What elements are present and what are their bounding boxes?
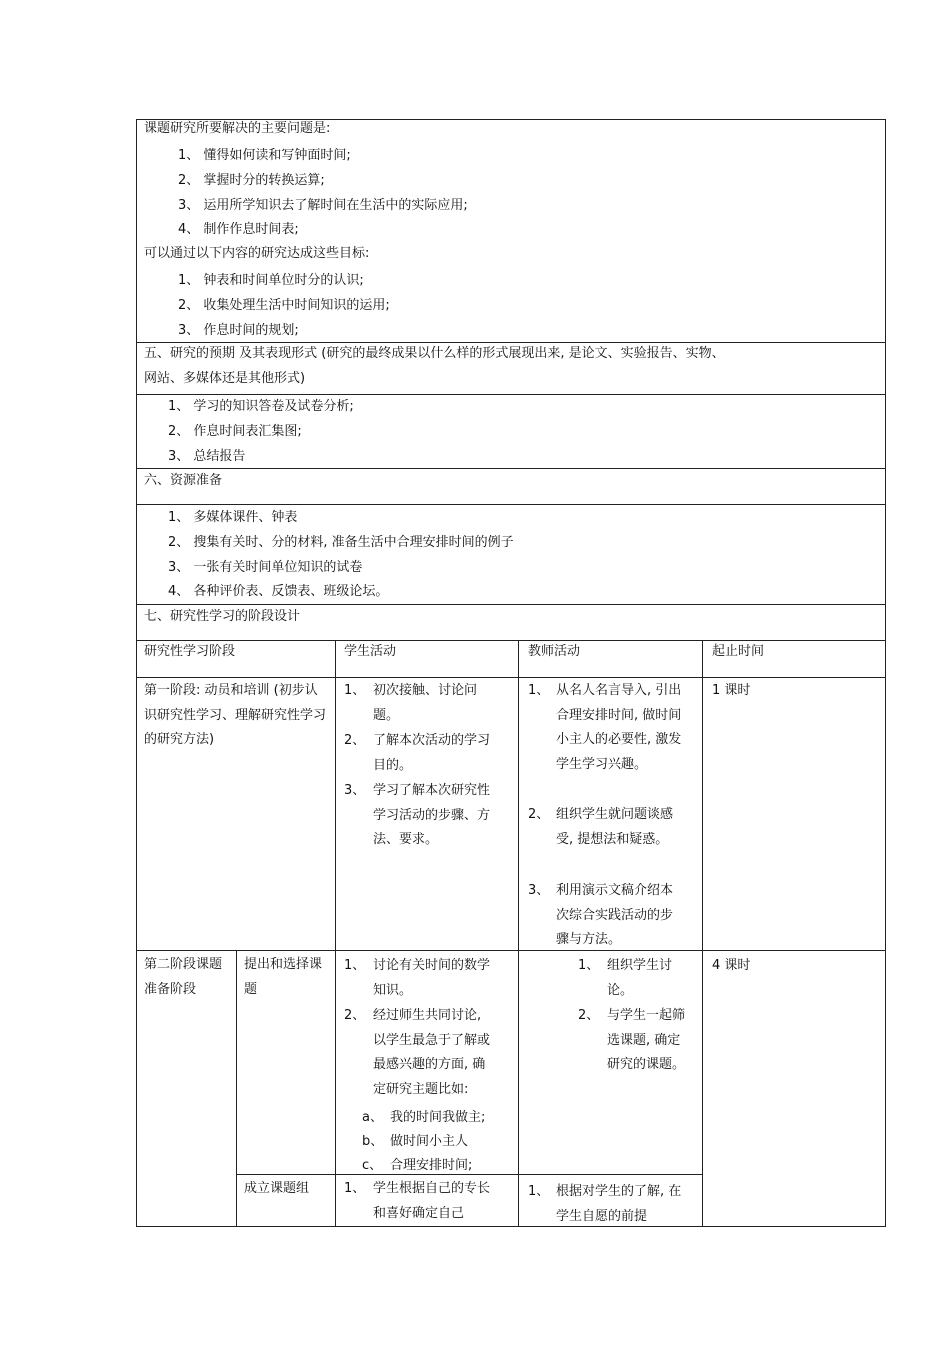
list-number: 1、 <box>344 1181 366 1196</box>
goal-item: 3、 作息时间的规划; <box>178 323 299 338</box>
teacher-activity: 根据对学生的了解, 在学生自愿的前提 <box>556 1184 682 1224</box>
student-activity: 了解本次活动的学习目的。 <box>373 733 491 773</box>
example-letter: b、 <box>362 1134 384 1149</box>
column-rule <box>702 640 703 1227</box>
rule <box>136 604 886 605</box>
column-rule <box>236 950 237 1227</box>
section6-item: 2、 搜集有关时、分的材料, 准备生活中合理安排时间的例子 <box>168 535 514 550</box>
stage2-sub2-label: 成立课题组 <box>244 1181 310 1196</box>
list-number: 2、 <box>578 1008 600 1023</box>
section5-title-cont: 网站、多媒体还是其他形式) <box>144 371 306 386</box>
header-stage: 研究性学习阶段 <box>144 644 236 659</box>
list-number: 1、 <box>344 683 366 698</box>
goal-item: 1、 钟表和时间单位时分的认识; <box>178 273 364 288</box>
header-teacher: 教师活动 <box>528 644 581 659</box>
teacher-activity: 组织学生讨论。 <box>607 958 673 998</box>
problem-item: 1、 懂得如何读和写钟面时间; <box>178 148 351 163</box>
student-activity: 学生根据自己的专长和喜好确定自己 <box>373 1181 491 1221</box>
student-activity: 经过师生共同讨论, 以学生最急于了解或最感兴趣的方面, 确定研究主题比如: <box>373 1008 491 1097</box>
section7-title: 七、研究性学习的阶段设计 <box>144 609 301 624</box>
example-item: 合理安排时间; <box>390 1158 473 1173</box>
example-item: 做时间小主人 <box>390 1134 469 1149</box>
problem-item: 3、 运用所学知识去了解时间在生活中的实际应用; <box>178 198 468 213</box>
list-number: 1、 <box>528 1184 550 1199</box>
rule <box>136 677 886 678</box>
section5-title: 五、研究的预期 及其表现形式 (研究的最终成果以什么样的形式展现出来, 是论文、实验报告、实物、 <box>144 346 725 361</box>
rule <box>136 394 886 395</box>
student-activity: 初次接触、讨论问题。 <box>373 683 478 723</box>
list-number: 3、 <box>344 783 366 798</box>
problem-item: 4、 制作作息时间表; <box>178 222 299 237</box>
goal-item: 2、 收集处理生活中时间知识的运用; <box>178 298 390 313</box>
student-activity: 学习了解本次研究性学习活动的步骤、方法、要求。 <box>373 783 491 847</box>
column-rule <box>335 640 336 1227</box>
teacher-activity: 组织学生就问题谈感受, 提想法和疑惑。 <box>556 807 674 847</box>
teacher-activity: 利用演示文稿介绍本次综合实践活动的步骤与方法。 <box>556 883 674 947</box>
section5-item: 2、 作息时间表汇集图; <box>168 424 302 439</box>
teacher-activity: 从名人名言导入, 引出合理安排时间, 做时间小主人的必要性, 激发学生学习兴趣。 <box>556 683 682 772</box>
section5-item: 3、 总结报告 <box>168 449 246 464</box>
list-number: 1、 <box>578 958 600 973</box>
header-student: 学生活动 <box>344 644 397 659</box>
student-activity: 讨论有关时间的数学知识。 <box>373 958 491 998</box>
teacher-activity: 与学生一起筛选课题, 确定研究的课题。 <box>607 1008 686 1072</box>
stage1-label: 第一阶段: 动员和培训 (初步认识研究性学习、理解研究性学习的研究方法) <box>144 683 327 747</box>
goals-title: 可以通过以下内容的研究达成这些目标: <box>144 246 370 261</box>
stage1-time: 1 课时 <box>712 683 751 698</box>
rule <box>136 342 886 343</box>
section6-title: 六、资源准备 <box>144 473 223 488</box>
list-number: 2、 <box>344 733 366 748</box>
stage2-label: 第二阶段课题准备阶段 <box>144 957 223 997</box>
rule <box>236 1174 702 1175</box>
rule <box>136 950 886 951</box>
section6-item: 1、 多媒体课件、钟表 <box>168 510 298 525</box>
list-number: 1、 <box>528 683 550 698</box>
list-number: 2、 <box>344 1008 366 1023</box>
problems-title: 课题研究所要解决的主要问题是: <box>144 121 331 136</box>
list-number: 3、 <box>528 883 550 898</box>
section5-item: 1、 学习的知识答卷及试卷分析; <box>168 399 354 414</box>
rule <box>136 640 886 641</box>
section6-item: 3、 一张有关时间单位知识的试卷 <box>168 560 363 575</box>
example-letter: a、 <box>362 1110 383 1125</box>
list-number: 1、 <box>344 958 366 973</box>
stage2-time: 4 课时 <box>712 958 751 973</box>
example-item: 我的时间我做主; <box>390 1110 486 1125</box>
column-rule <box>518 640 519 1227</box>
problem-item: 2、 掌握时分的转换运算; <box>178 173 325 188</box>
rule <box>136 468 886 469</box>
rule <box>136 504 886 505</box>
header-time: 起止时间 <box>712 644 765 659</box>
stage2-sub1-label: 提出和选择课题 <box>244 957 323 997</box>
section6-item: 4、 各种评价表、反馈表、班级论坛。 <box>168 584 389 599</box>
example-letter: c、 <box>362 1158 383 1173</box>
list-number: 2、 <box>528 807 550 822</box>
